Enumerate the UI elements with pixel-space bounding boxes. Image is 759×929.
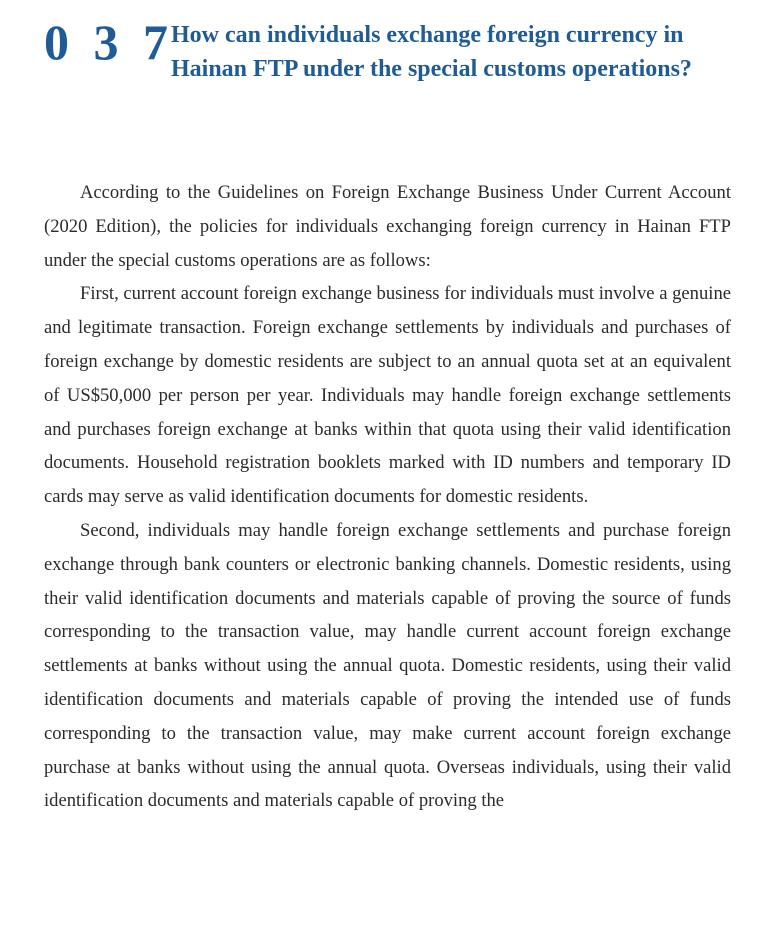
question-title: How can individuals exchange foreign currency in Hainan FTP under the special customs operations?	[171, 22, 692, 82]
answer-body	[44, 176, 731, 818]
paragraph-intro: According to the Guidelines on Foreign Exchange Business Under Current Account (2020 Edition), the policies for individuals exchanging foreign currency in Hainan FTP under the special customs operations are as follows:	[44, 182, 731, 271]
paragraph-first: First, current account foreign exchange business for individuals must involve a genuine and legitimate transaction. Foreign exchange settlements by individuals and purchases of foreign exchange by domestic residents are subject to an annual quota set at an equivalent of US$50,000 per person per year. Individuals may handle foreign exchange settlements and purchases foreign exchange at banks within that quota using their valid identification documents. Household registration booklets marked with ID numbers and temporary ID cards may serve as valid identification documents for domestic residents.	[44, 283, 731, 508]
paragraph-second: Second, individuals may handle foreign exchange settlements and purchase foreign exchange through bank counters or electronic banking channels. Domestic residents, using their valid identification documents and materials capable of proving the source of funds corresponding to the transaction value, may handle current account foreign exchange settlements at banks without using the annual quota. Domestic residents, using their valid identification documents and materials capable of proving the intended use of funds corresponding to the transaction value, may make current account foreign exchange purchase at banks without using the annual quota. Overseas individuals, using their valid identification documents and materials capable of proving the	[44, 519, 731, 812]
question-number: 0 3 7	[44, 14, 174, 70]
